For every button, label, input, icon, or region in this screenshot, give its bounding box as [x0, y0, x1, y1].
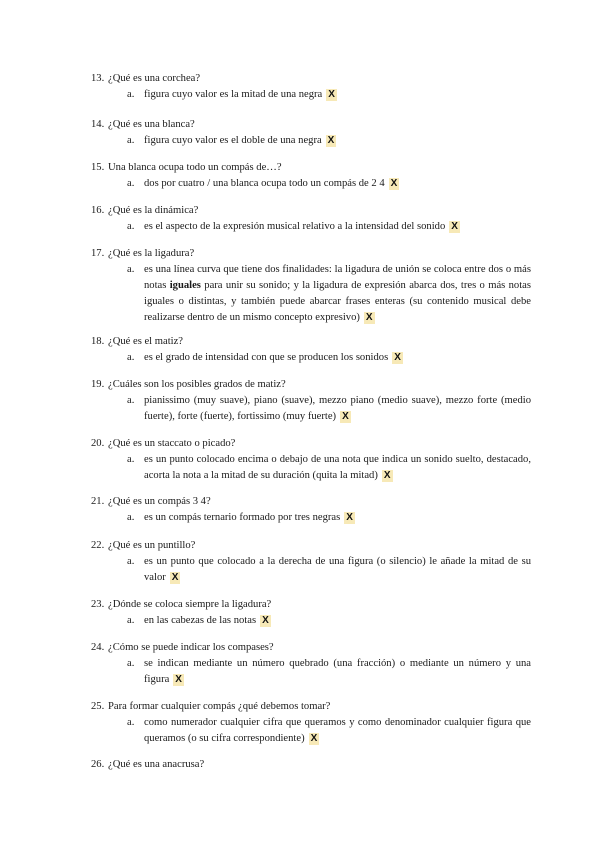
answer-letter: a. [127, 221, 135, 232]
answer-letter: a. [127, 717, 135, 728]
question-item [91, 160, 531, 192]
answer-fragment: en las cabezas de las notas [144, 615, 257, 626]
question-number: 22. [91, 540, 105, 551]
answer-item [91, 656, 531, 688]
answer-fragment: es el grado de intensidad con que se producen los sonidos [144, 352, 389, 363]
question-label: ¿Cuáles son los posibles grados de matiz? [108, 379, 286, 390]
answer-item [91, 350, 531, 366]
question-label: ¿Qué es el matiz? [108, 336, 183, 347]
question-number: 17. [91, 248, 105, 259]
answer-item [91, 393, 531, 425]
question-text [91, 757, 531, 773]
question-label: ¿Qué es una anacrusa? [108, 759, 205, 770]
answer-fragment: es un punto colocado encima o debajo de una nota que indica un sonido suelto, destacado, acorta la nota a la mitad de su duración (quita la mitad) [144, 454, 531, 481]
answer-text [144, 219, 531, 235]
answer-item [91, 133, 531, 149]
correct-mark: X [383, 470, 391, 481]
question-text [91, 640, 531, 656]
question-text [91, 436, 531, 452]
correct-mark: X [346, 512, 353, 523]
question-text [91, 377, 531, 393]
answer-text [144, 715, 531, 747]
answer-text [144, 176, 531, 192]
question-text [91, 117, 531, 133]
answer-letter: a. [127, 512, 135, 523]
question-item [91, 71, 531, 103]
question-text [91, 494, 531, 510]
question-item [91, 377, 531, 425]
answer-item [91, 176, 531, 192]
answer-item [91, 715, 531, 747]
answer-fragment: se indican mediante un número quebrado (una fracción) o mediante un número y una figura [144, 658, 531, 685]
question-number: 21. [91, 496, 105, 507]
question-item [91, 494, 531, 526]
answer-fragment: es una línea curva que tiene dos finalidades: la ligadura de unión se coloca entre dos o más notas [144, 264, 531, 291]
correct-mark: X [365, 312, 373, 323]
answer-text [144, 87, 531, 103]
question-item [91, 203, 531, 235]
answer-item [91, 613, 531, 629]
question-label: ¿Qué es un puntillo? [108, 540, 196, 551]
correct-mark: X [451, 221, 458, 232]
answer-letter: a. [127, 135, 135, 146]
question-item [91, 640, 531, 688]
correct-mark: X [394, 352, 401, 363]
question-number: 15. [91, 162, 105, 173]
answer-letter: a. [127, 264, 135, 275]
answer-fragment: como numerador cualquier cifra que queramos y como denominador cualquier figura que queramos (o su cifra correspondiente) [144, 717, 531, 744]
question-item [91, 117, 531, 149]
answer-item [91, 510, 531, 526]
answer-letter: a. [127, 454, 135, 465]
answer-fragment: dos por cuatro / una blanca ocupa todo un compás de 2 4 [144, 178, 385, 189]
question-number: 24. [91, 642, 105, 653]
question-label: ¿Qué es un compás 3 4? [108, 496, 211, 507]
correct-mark: X [342, 411, 349, 422]
answer-text [144, 262, 531, 326]
question-text [91, 597, 531, 613]
answer-text [144, 350, 531, 366]
correct-mark: X [262, 615, 269, 626]
answer-letter: a. [127, 89, 135, 100]
question-number: 19. [91, 379, 105, 390]
question-text [91, 71, 531, 87]
question-number: 23. [91, 599, 105, 610]
question-number: 26. [91, 759, 105, 770]
question-item [91, 436, 531, 484]
question-label: ¿Cómo se puede indicar los compases? [108, 642, 274, 653]
answer-letter: a. [127, 178, 135, 189]
answer-letter: a. [127, 615, 135, 626]
answer-fragment: es un punto que colocado a la derecha de una figura (o silencio) le añade la mitad de su valor [144, 556, 531, 583]
question-label: ¿Dónde se coloca siempre la ligadura? [108, 599, 272, 610]
question-text [91, 699, 531, 715]
answer-emphasis: iguales [169, 280, 201, 291]
correct-mark: X [327, 135, 335, 146]
answer-letter: a. [127, 352, 135, 363]
answer-item [91, 87, 531, 103]
question-label: ¿Qué es la ligadura? [108, 248, 195, 259]
answer-text [144, 554, 531, 586]
question-item [91, 246, 531, 326]
question-text [91, 203, 531, 219]
answer-item [91, 262, 531, 326]
correct-mark: X [310, 733, 318, 744]
answer-fragment: para unir su sonido; y la ligadura de expresión abarca dos, tres o más notas iguales o distintas, y también puede abarcar frases enteras (su contenido musical debe realizarse dentro de un mismo concepto expresivo) [144, 280, 531, 323]
answer-text [144, 613, 531, 629]
question-label: ¿Qué es una blanca? [108, 119, 195, 130]
answer-text [144, 510, 531, 526]
question-label: ¿Qué es un staccato o picado? [108, 438, 236, 449]
answer-item [91, 219, 531, 235]
answer-letter: a. [127, 556, 135, 567]
correct-mark: X [328, 89, 335, 100]
question-item [91, 334, 531, 366]
question-item [91, 699, 531, 747]
answer-item [91, 554, 531, 586]
correct-mark: X [175, 674, 182, 685]
question-item [91, 597, 531, 629]
question-number: 25. [91, 701, 105, 712]
answer-fragment: pianissimo (muy suave), piano (suave), mezzo piano (medio suave), mezzo forte (medio fuerte), forte (fuerte), fortissimo (muy fuerte) [144, 395, 531, 422]
answer-letter: a. [127, 395, 135, 406]
question-item [91, 757, 531, 773]
answer-text [144, 656, 531, 688]
correct-mark: X [171, 572, 179, 583]
question-text [91, 160, 531, 176]
answer-fragment: es el aspecto de la expresión musical relativo a la intensidad del sonido [144, 221, 446, 232]
question-number: 14. [91, 119, 105, 130]
question-label: Para formar cualquier compás ¿qué debemos tomar? [108, 701, 331, 712]
answer-fragment: es un compás ternario formado por tres negras [144, 512, 341, 523]
question-text [91, 538, 531, 554]
answer-text [144, 393, 531, 425]
question-number: 18. [91, 336, 105, 347]
question-label: Una blanca ocupa todo un compás de…? [108, 162, 282, 173]
question-label: ¿Qué es una corchea? [108, 73, 201, 84]
correct-mark: X [390, 178, 398, 189]
question-text [91, 334, 531, 350]
question-text [91, 246, 531, 262]
answer-fragment: figura cuyo valor es el doble de una negra [144, 135, 322, 146]
question-number: 16. [91, 205, 105, 216]
question-item [91, 538, 531, 586]
answer-item [91, 452, 531, 484]
answer-text [144, 452, 531, 484]
question-number: 13. [91, 73, 105, 84]
question-number: 20. [91, 438, 105, 449]
question-label: ¿Qué es la dinámica? [108, 205, 199, 216]
answer-letter: a. [127, 658, 135, 669]
answer-text [144, 133, 531, 149]
answer-fragment: figura cuyo valor es la mitad de una negra [144, 89, 323, 100]
